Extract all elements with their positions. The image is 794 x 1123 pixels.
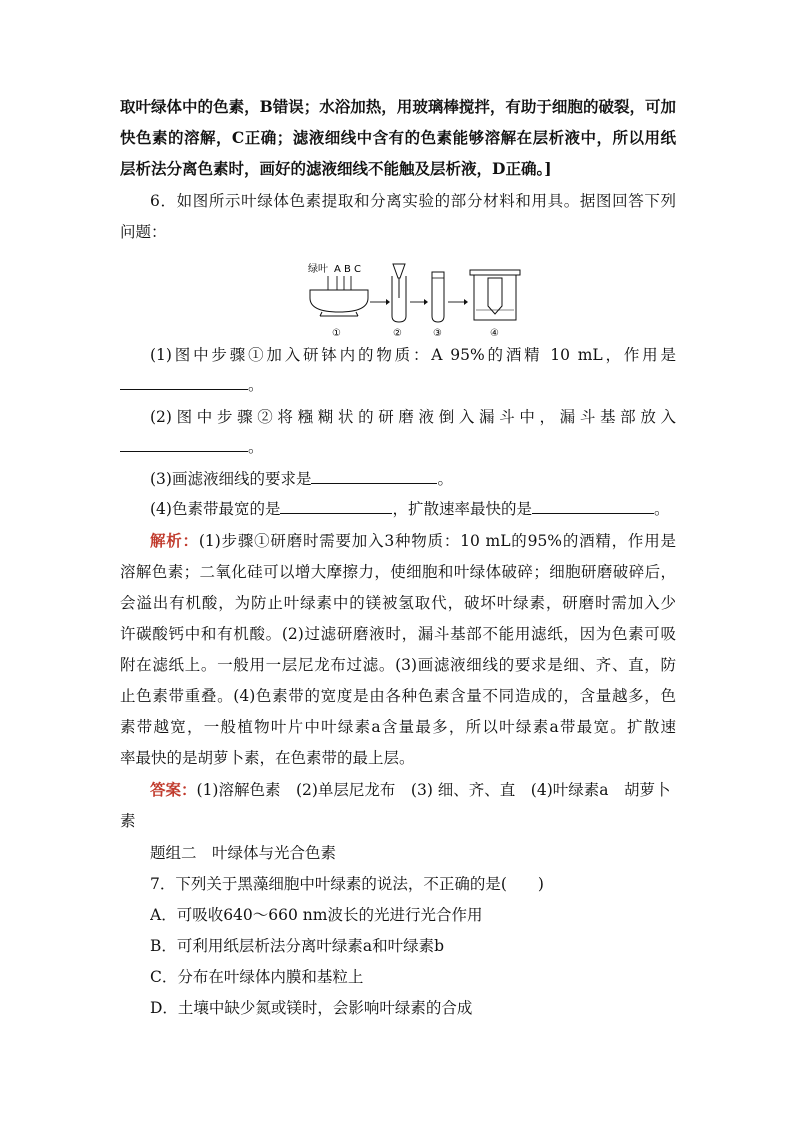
answer-blank-2[interactable] [120, 435, 248, 452]
analysis-line-3: 会溢出有机酸，为防止叶绿素中的镁被氢取代，破坏叶绿素，研磨时需加入少 [120, 594, 676, 612]
sub2-end: 。 [248, 438, 264, 456]
answer-line-2: 素 [120, 812, 136, 830]
q6-sub3-line [150, 467, 676, 491]
sub4-end: 。 [653, 500, 670, 518]
answer-blank-3[interactable] [311, 467, 437, 484]
analysis-tag: 解析： [150, 531, 199, 550]
mortar-icon [310, 290, 368, 312]
q7-option-b[interactable]: B．可利用纸层析法分离叶绿素a和叶绿素b [150, 937, 445, 955]
answer-blank-5[interactable] [532, 497, 654, 514]
q7-option-d[interactable]: D．土壤中缺少氮或镁时，会影响叶绿素的合成 [150, 999, 473, 1017]
sub4-text-a: (4)色素带最宽的是 [150, 500, 281, 518]
q6-sub2-line: (2)图中步骤②将糨糊状的研磨液倒入漏斗中，漏斗基部放入 [150, 408, 676, 426]
filter-paper [488, 278, 502, 314]
analysis-line-4: 许碳酸钙中和有机酸。(2)过滤研磨液时，漏斗基部不能用滤纸，因为色素可吸 [120, 625, 676, 643]
sub1-end: 。 [248, 376, 264, 394]
step-label-1: ① [332, 328, 341, 339]
answer-line-1 [150, 778, 676, 802]
abc-label: A B C [334, 264, 362, 275]
analysis-line-6: 止色素带重叠。(4)色素带的宽度是由各种色素含量不同造成的，含量越多，色 [120, 687, 676, 705]
q7-option-c[interactable]: C．分布在叶绿体内膜和基粒上 [150, 968, 364, 986]
leaf-label: 绿叶 [308, 264, 328, 275]
sub4-text-b: ，扩散速率最快的是 [392, 500, 532, 518]
analysis-line-1 [150, 529, 676, 553]
experiment-figure [300, 258, 540, 340]
beaker-lid [470, 270, 520, 275]
intro-line-3: 层析法分离色素时，画好的滤液细线不能触及层析液，D正确。] [120, 159, 552, 178]
answer-blank-1[interactable] [120, 373, 248, 390]
q6-stem-line-2: 问题： [120, 223, 167, 241]
step-label-2: ② [393, 328, 402, 339]
sub3-text: (3)画滤液细线的要求是 [150, 470, 312, 488]
answer-tag: 答案： [150, 780, 197, 799]
analysis-line-5: 附在滤纸上。一般用一层尼龙布过滤。(3)画滤液细线的要求是细、齐、直，防 [120, 656, 676, 674]
q6-stem-line-1: 6．如图所示叶绿体色素提取和分离实验的部分材料和用具。据图回答下列 [150, 192, 676, 210]
funnel-icon [393, 264, 405, 278]
q6-sub1-answer-line [120, 373, 676, 397]
q6-sub1-line: (1)图中步骤①加入研钵内的物质：A 95%的酒精 10 mL，作用是 [150, 346, 676, 364]
analysis-line-2: 溶解色素；二氧化硅可以增大摩擦力，使细胞和叶绿体破碎；细胞研磨破碎后， [120, 563, 676, 581]
analysis-line-8: 率最快的是胡萝卜素，在色素带的最上层。 [120, 749, 415, 767]
answer-blank-4[interactable] [280, 497, 392, 514]
q7-stem: 7．下列关于黑藻细胞中叶绿素的说法，不正确的是( ) [150, 875, 544, 893]
analysis-text-1: (1)步骤①研磨时需要加入3种物质：10 mL的95%的酒精，作用是 [198, 532, 676, 550]
analysis-line-7: 素带越宽，一般植物叶片中叶绿素a含量最多，所以叶绿素a带最宽。扩散速 [120, 718, 676, 736]
group2-title: 题组二 叶绿体与光合色素 [150, 844, 337, 862]
intro-line-2: 快色素的溶解，C正确；滤液细线中含有的色素能够溶解在层析液中，所以用纸 [120, 128, 676, 147]
q7-option-a[interactable]: A．可吸收640～660 nm波长的光进行光合作用 [150, 906, 483, 924]
answer-text-1: (1)溶解色素 (2)单层尼龙布 (3) 细、齐、直 (4)叶绿素a 胡萝卜 [196, 781, 671, 799]
sub3-end: 。 [437, 470, 453, 488]
q6-sub4-line [150, 497, 676, 521]
q6-sub2-answer-line [120, 435, 676, 459]
intro-line-1: 取叶绿体中的色素，B错误；水浴加热，用玻璃棒搅拌，有助于细胞的破裂，可加 [120, 97, 676, 116]
step-label-4: ④ [490, 328, 499, 339]
test-tube-2-icon [432, 272, 444, 322]
step-label-3: ③ [433, 328, 442, 339]
